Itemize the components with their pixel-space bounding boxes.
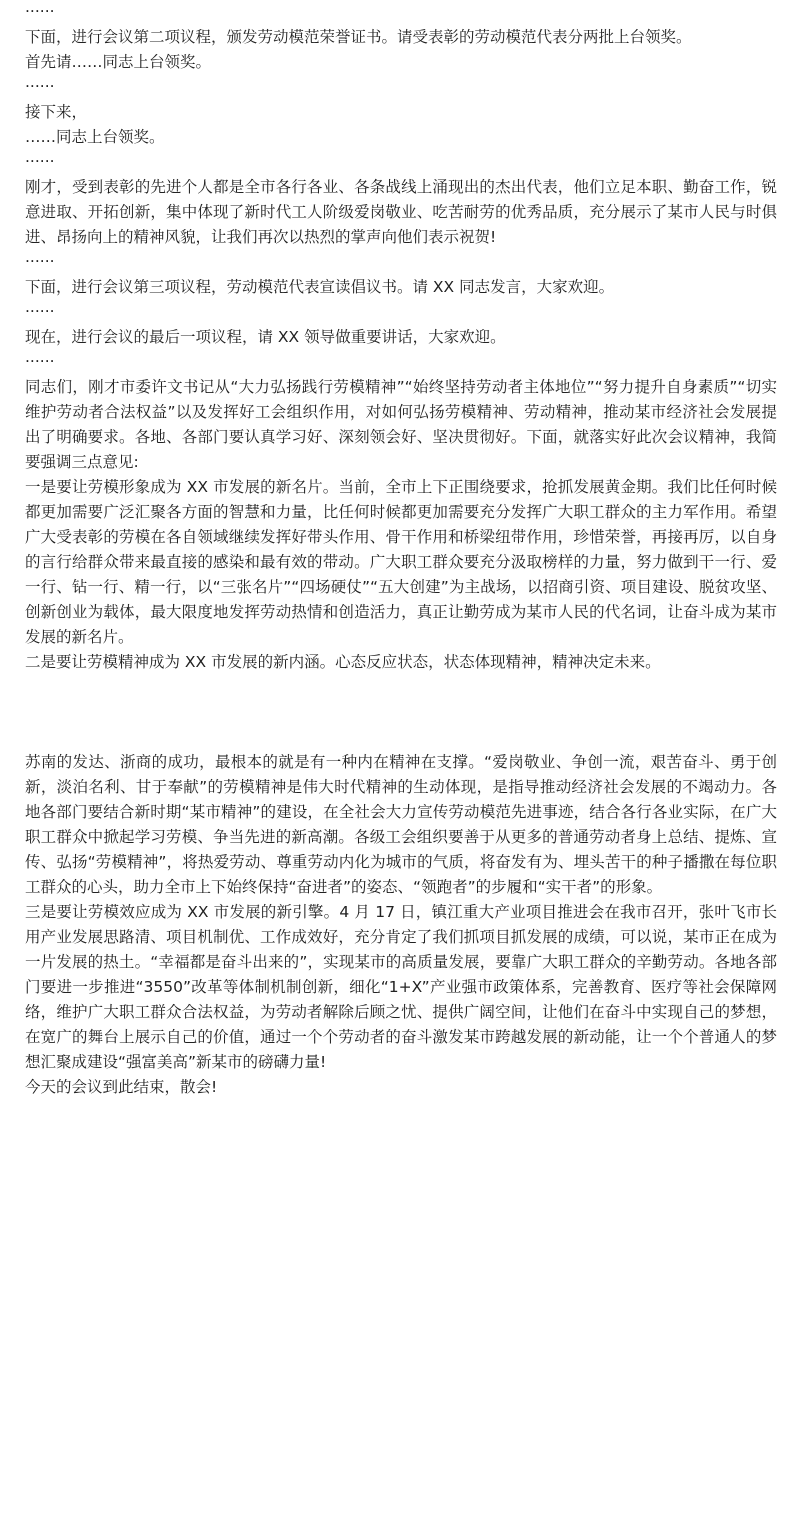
- ellipsis-line: ......: [25, 148, 55, 166]
- paragraph: 下面，进行会议第三项议程，劳动模范代表宣读倡议书。请 XX 同志发言，大家欢迎。: [25, 278, 615, 296]
- paragraph: 三是要让劳模效应成为 XX 市发展的新引擎。4 月 17 日，镇江重大产业项目推进会在我市召开，张叶飞市长用产业发展思路清、项目机制优、工作成效好，充分肯定了我们抓项目抓发展的成绩，可以说，某市正在成为一片发展的热土。“幸福都是奋斗出来的”，实现某市的高质量发展，要靠广大职工群众的辛勤劳动。各地各部门要进一步推进“3550”改革等体制机制创新，细化“1+X”产业强市政策体系，完善教育、医疗等社会保障网络，维护广大职工群众合法权益，为劳动者解除后顾之忧、提供广阔空间，让他们在奋斗中实现自己的梦想，在宽广的舞台上展示自己的价值，通过一个个劳动者的奋斗激发某市跨越发展的新动能，让一个个普通人的梦想汇聚成建设“强富美高”新某市的磅礴力量!: [25, 903, 777, 1071]
- ellipsis-line: ......: [25, 73, 55, 91]
- paragraph: 现在，进行会议的最后一项议程，请 XX 领导做重要讲话，大家欢迎。: [25, 328, 506, 346]
- paragraph: 二是要让劳模精神成为 XX 市发展的新内涵。心态反应状态，状态体现精神，精神决定未来。: [25, 653, 661, 671]
- ellipsis-line: ......: [25, 248, 55, 266]
- paragraph: 下面，进行会议第二项议程，颁发劳动模范荣誉证书。请受表彰的劳动模范代表分两批上台领奖。: [25, 28, 692, 46]
- paragraph: 接下来，: [25, 103, 88, 121]
- paragraph: ……同志上台领奖。: [25, 128, 165, 146]
- section-gap: [25, 675, 777, 750]
- ellipsis-line: ......: [25, 0, 55, 16]
- paragraph: 一是要让劳模形象成为 XX 市发展的新名片。当前，全市上下正围绕要求，抢抓发展黄金期。我们比任何时候都更加需要广泛汇聚各方面的智慧和力量，比任何时候都更加需要充分发挥广大职工群众的主力军作用。希望广大受表彰的劳模在各自领域继续发挥好带头作用、骨干作用和桥梁纽带作用，珍惜荣誉，再接再厉，以自身的言行给群众带来最直接的感染和最有效的带动。广大职工群众要充分汲取榜样的力量，努力做到干一行、爱一行、钻一行、精一行，以“三张名片”“四场硬仗”“五大创建”为主战场，以招商引资、项目建设、脱贫攻坚、创新创业为载体，最大限度地发挥劳动热情和创造活力，真正让勤劳成为某市人民的代名词，让奋斗成为某市发展的新名片。: [25, 478, 777, 646]
- paragraph: 首先请……同志上台领奖。: [25, 53, 212, 71]
- paragraph: 同志们，刚才市委许文书记从“大力弘扬践行劳模精神”“始终坚持劳动者主体地位”“努力提升自身素质”“切实维护劳动者合法权益”以及发挥好工会组织作用，对如何弘扬劳模精神、劳动精神，推动某市经济社会发展提出了明确要求。各地、各部门要认真学习好、深刻领会好、坚决贯彻好。下面，就落实好此次会议精神，我简要强调三点意见:: [25, 378, 777, 471]
- paragraph: 今天的会议到此结束，散会!: [25, 1078, 218, 1096]
- paragraph: 苏南的发达、浙商的成功，最根本的就是有一种内在精神在支撑。“爱岗敬业、争创一流，艰苦奋斗、勇于创新，淡泊名利、甘于奉献”的劳模精神是伟大时代精神的生动体现，是指导推动经济社会发展的不竭动力。各地各部门要结合新时期“某市精神”的建设，在全社会大力宣传劳动模范先进事迹，结合各行各业实际，在广大职工群众中掀起学习劳模、争当先进的新高潮。各级工会组织要善于从更多的普通劳动者身上总结、提炼、宣传、弘扬“劳模精神”，将热爱劳动、尊重劳动内化为城市的气质，将奋发有为、埋头苦干的种子播撒在每位职工群众的心头，助力全市上下始终保持“奋进者”的姿态、“领跑者”的步履和“实干者”的形象。: [25, 753, 777, 896]
- paragraph: 刚才，受到表彰的先进个人都是全市各行各业、各条战线上涌现出的杰出代表，他们立足本职、勤奋工作，锐意进取、开拓创新，集中体现了新时代工人阶级爱岗敬业、吃苦耐劳的优秀品质，充分展示了某市人民与时俱进、昂扬向上的精神风貌，让我们再次以热烈的掌声向他们表示祝贺!: [25, 178, 777, 246]
- ellipsis-line: ......: [25, 348, 55, 366]
- document-body: [25, 0, 777, 1100]
- ellipsis-line: ......: [25, 298, 55, 316]
